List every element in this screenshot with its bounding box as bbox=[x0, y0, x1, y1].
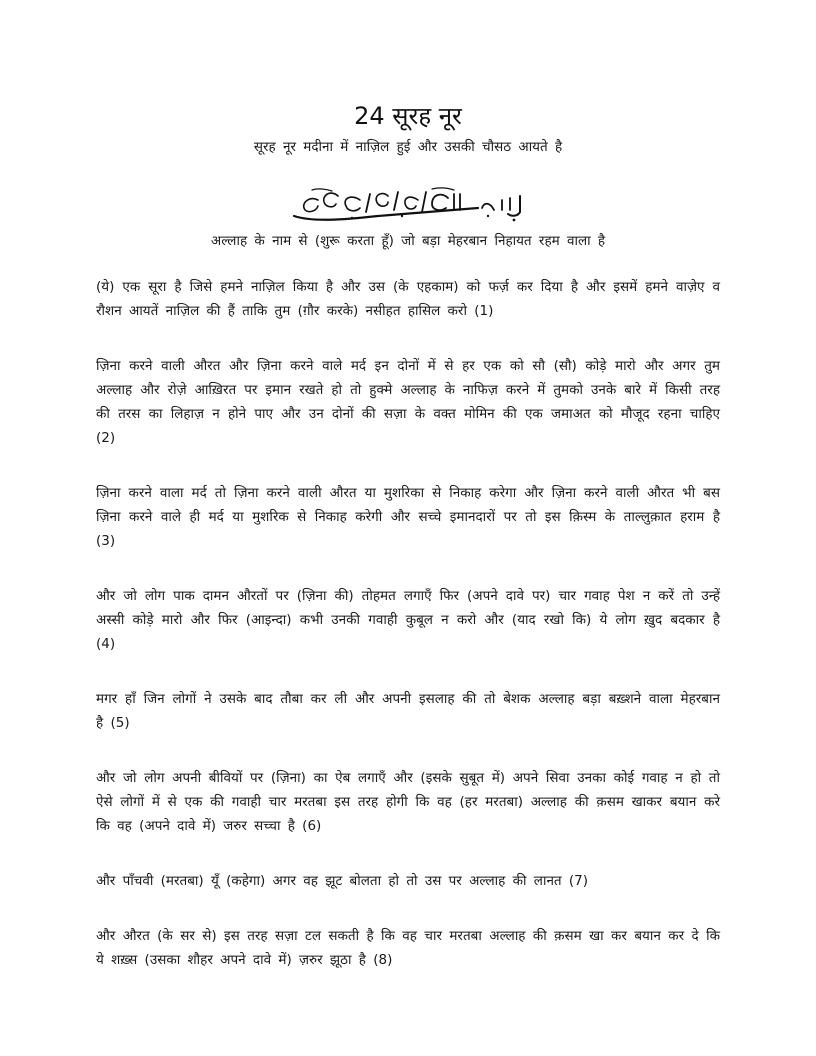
verse-7: और पाँचवी (मरतबा) यूँ (कहेगा) अगर वह झूट बोलता हो तो उस पर अल्लाह की लानत (7) bbox=[96, 873, 589, 889]
verse-list bbox=[96, 275, 720, 1003]
verse-8: और औरत (के सर से) इस तरह सज़ा टल सकती है कि वह चार मरतबा अल्लाह की क़सम खा कर बयान कर दे कि ये शख़्स (उसका शौहर अपने दावे में) ज़रुर झूठा है (8) bbox=[96, 928, 720, 968]
opening-invocation: अल्लाह के नाम से (शुरू करता हूँ) जो बड़ा मेहरबान निहायत रहम वाला है bbox=[210, 233, 606, 249]
bismillah-calligraphy-icon bbox=[282, 186, 534, 226]
verse-1: (ये) एक सूरा है जिसे हमने नाज़िल किया है और उस (के एहकाम) को फर्ज़ कर दिया है और इसमें हमने वाज़ेए व रौशन आयतें नाज़िल की हैं ताकि तुम (ग़ौर करके) नसीहत हासिल करो (1) bbox=[96, 279, 720, 319]
verse-5: मगर हाँ जिन लोगों ने उसके बाद तौबा कर ली और अपनी इसलाह की तो बेशक अल्लाह बड़ा बख़्शने वाला मेहरबान है (5) bbox=[96, 691, 720, 731]
page-title: 24 सूरह नूर bbox=[354, 102, 462, 130]
surah-subtitle: सूरह नूर मदीना में नाज़िल हुई और उसकी चौसठ आयते है bbox=[253, 139, 563, 155]
verse-2: ज़िना करने वाली औरत और ज़िना करने वाले मर्द इन दोनों में से हर एक को सौ (सौ) कोड़े मारो और अगर तुम अल्लाह और रोज़े आख़िरत पर इमान रखते हो तो हुक्मे अल्लाह के नाफिज़ करने में तुमको उनके बारे में किसी तरह की तरस का लिहाज़ न होने पाए और उन दोनों की सज़ा के वक्त मोमिन की एक जमाअत को मौजूद रहना चाहिए (2) bbox=[96, 358, 720, 446]
verse-3: ज़िना करने वाला मर्द तो ज़िना करने वाली औरत या मुशरिका से निकाह करेगा और ज़िना करने वाली औरत भी बस ज़िना करने वाले ही मर्द या मुशरिक से निकाह करेगी और सच्चे इमानदारों पर तो इस क़िस्म के ताल्लुक़ात हराम है (3) bbox=[96, 485, 720, 549]
verse-4: और जो लोग पाक दामन औरतों पर (ज़िना की) तोहमत लगाएँ फिर (अपने दावे पर) चार गवाह पेश न करें तो उन्हें अस्सी कोड़े मारो और फिर (आइन्दा) कभी उनकी गवाही कुबूल न करो और (याद रखो कि) ये लोग ख़ुद बदकार है (4) bbox=[96, 588, 720, 652]
verse-6: और जो लोग अपनी बीवियों पर (ज़िना) का ऐब लगाएँ और (इसके सुबूत में) अपने सिवा उनका कोई गवाह न हो तो ऐसे लोगों में से एक की गवाही चार मरतबा इस तरह होगी कि वह (हर मरतबा) अल्लाह की क़सम खाकर बयान करे कि वह (अपने दावे में) जरुर सच्चा है (6) bbox=[96, 770, 720, 834]
